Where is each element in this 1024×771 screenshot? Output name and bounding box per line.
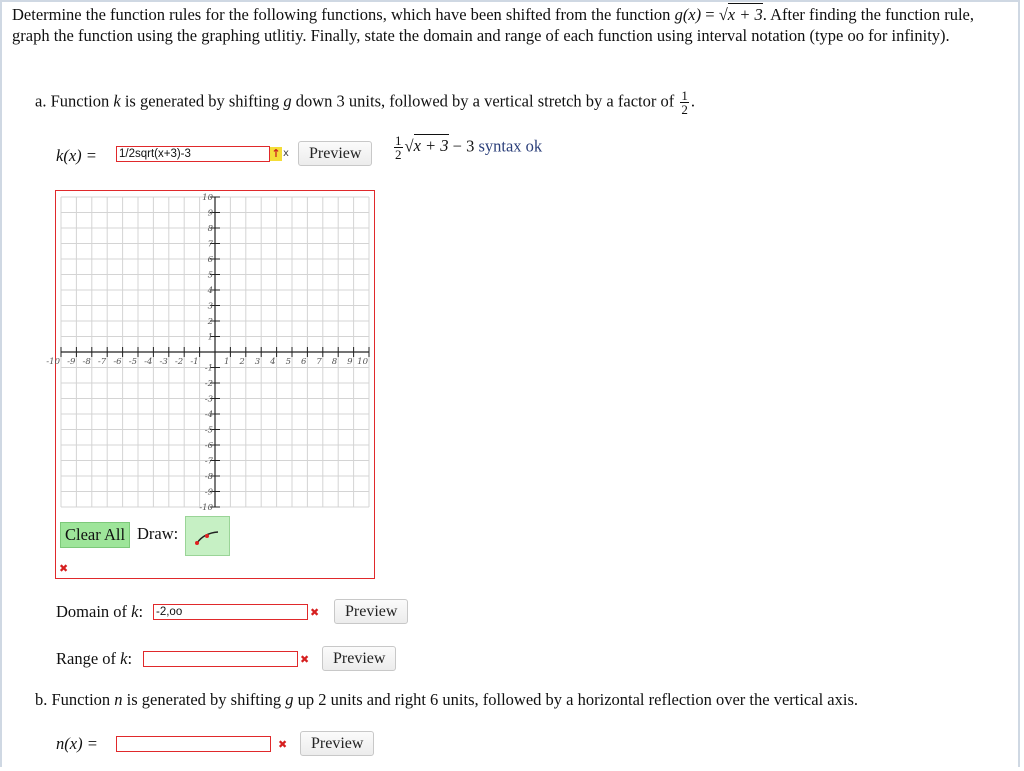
domain-var: k [131, 602, 139, 621]
part-a-text-1: Function [50, 91, 114, 111]
k-function-label: k(x) = [56, 146, 97, 165]
y-tick-label: 6 [207, 255, 213, 265]
curve-draw-icon [186, 517, 229, 555]
y-tick-label: 8 [207, 224, 213, 234]
range-status-icon: ✖ [300, 653, 310, 666]
n-preview-button[interactable]: Preview [300, 731, 374, 756]
k-answer-input[interactable] [116, 146, 270, 162]
x-tick-label: -7 [97, 357, 107, 367]
x-tick-label: 3 [254, 357, 261, 367]
range-label [56, 649, 132, 669]
y-tick-label: 9 [207, 208, 213, 219]
fraction-numerator: 1 [681, 88, 688, 103]
y-tick-label: 3 [207, 301, 213, 312]
part-a-text-2: is generated by shifting [120, 91, 284, 111]
y-tick-label: -10 [199, 503, 213, 513]
y-tick-label: 4 [207, 286, 213, 296]
x-tick-label: 4 [270, 357, 276, 367]
y-tick-label: -9 [204, 487, 213, 498]
k-preview-button[interactable]: Preview [298, 141, 372, 166]
coordinate-grid[interactable] [46, 193, 372, 513]
y-tick-label: -4 [204, 410, 213, 420]
var-g: g [283, 91, 292, 111]
curve-draw-tool-button[interactable] [185, 516, 230, 556]
intro-equals: = [701, 5, 719, 24]
n-answer-input[interactable] [116, 736, 271, 752]
y-tick-label: 10 [202, 193, 213, 203]
x-tick-label: 10 [357, 357, 368, 367]
y-tick-label: 5 [207, 270, 213, 281]
x-tick-label: -9 [67, 357, 76, 367]
x-tick-label: -5 [128, 357, 137, 367]
draw-label: Draw: [137, 524, 179, 543]
sqrt-argument: x + 3 [727, 5, 763, 24]
n-status-icon: ✖ [278, 738, 288, 751]
domain-preview-button[interactable]: Preview [334, 599, 408, 624]
syntax-status: syntax ok [474, 136, 543, 156]
problem-statement [12, 4, 1012, 46]
part-b-statement [35, 690, 858, 710]
range-preview-button[interactable]: Preview [322, 646, 396, 671]
graphing-tool [46, 190, 375, 579]
y-tick-label: -6 [204, 441, 213, 451]
intro-text-2: . After finding the function rule, graph the function using the graphing utlitiy. Finally, state the domain and range of each function using interval notation (type oo for infinity). [12, 5, 974, 45]
y-tick-label: -1 [204, 363, 213, 374]
intro-text-1: Determine the function rules for the following functions, which have been shifted from the function [12, 5, 675, 24]
x-tick-label: 1 [223, 357, 230, 367]
x-tick-label: -4 [144, 357, 153, 367]
range-input[interactable] [143, 651, 298, 667]
x-tick-label: 2 [239, 357, 245, 367]
var-g-b: g [285, 690, 294, 709]
x-tick-label: 7 [316, 357, 322, 367]
k-preview-output [392, 134, 542, 161]
domain-label [56, 602, 143, 622]
x-tick-label: -1 [190, 357, 199, 367]
domain-input[interactable] [153, 604, 308, 620]
x-tick-label: -2 [174, 357, 184, 367]
y-tick-label: 1 [207, 332, 213, 343]
part-b-text-3: up 2 units and right 6 units, followed by a horizontal reflection over the vertical axis. [293, 690, 858, 709]
y-tick-label: -8 [204, 472, 213, 482]
preview-sqrt-symbol: √ [404, 136, 414, 156]
range-var: k [120, 649, 128, 668]
stretch-fraction [680, 89, 689, 116]
x-tick-label: -10 [46, 357, 60, 367]
part-b-text-1: Function [51, 690, 115, 709]
part-a-marker: a. [35, 91, 47, 111]
x-tick-label: 6 [300, 357, 307, 367]
y-tick-label: 2 [207, 317, 213, 327]
range-label-text: Range of [56, 649, 121, 668]
preview-rest: − 3 [448, 136, 475, 156]
y-tick-label: -5 [204, 425, 213, 436]
x-tick-label: 5 [285, 357, 291, 367]
y-tick-label: -2 [204, 379, 213, 389]
preview-denominator: 2 [395, 147, 402, 162]
g-function-label: g(x) [674, 5, 702, 24]
x-tick-label: -3 [159, 357, 168, 367]
domain-colon: : [138, 602, 144, 621]
x-tick-label: 8 [331, 357, 338, 367]
domain-label-text: Domain of [56, 602, 132, 621]
x-tick-label: -6 [113, 357, 122, 367]
hint-arrow-icon[interactable]: ↑ [271, 147, 281, 160]
range-colon: : [127, 649, 133, 668]
n-function-label: n(x) = [56, 734, 98, 753]
preview-numerator: 1 [395, 133, 402, 148]
part-a-text-3: down 3 units, followed by a vertical stretch by a factor of [291, 91, 679, 111]
x-tick-label: 9 [347, 357, 353, 367]
part-a-statement [35, 89, 695, 116]
y-tick-label: -3 [204, 394, 213, 405]
preview-sqrt-argument: x + 3 [413, 136, 449, 156]
graph-status-icon: ✖ [59, 562, 69, 575]
x-tick-label: -8 [82, 357, 91, 367]
var-k: k [113, 91, 121, 111]
domain-status-icon: ✖ [310, 606, 320, 619]
part-a-text-4: . [690, 91, 695, 111]
fraction-denominator: 2 [681, 102, 688, 117]
hint-close-icon[interactable]: x [283, 148, 289, 159]
clear-all-button[interactable]: Clear All [60, 522, 130, 548]
part-b-marker: b. [35, 690, 48, 709]
var-n: n [114, 690, 123, 709]
y-tick-label: 7 [207, 239, 213, 250]
preview-fraction [394, 134, 403, 161]
y-tick-label: -7 [204, 456, 213, 467]
part-b-text-2: is generated by shifting [122, 690, 286, 709]
sqrt-symbol: √ [718, 5, 728, 24]
